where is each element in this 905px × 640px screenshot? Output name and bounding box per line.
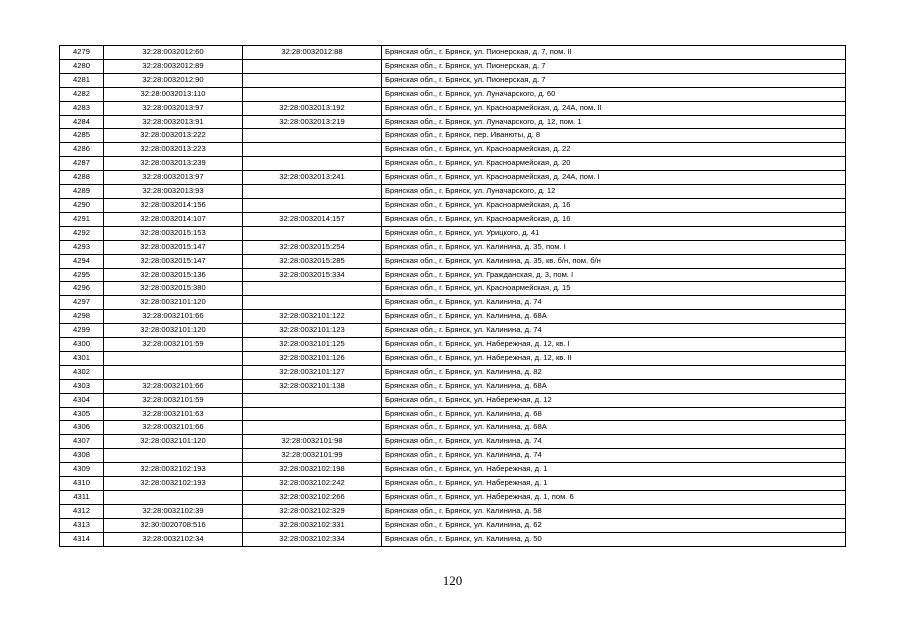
property-register-table	[59, 45, 846, 547]
row-number-cell: 4307	[60, 435, 104, 449]
row-number-cell: 4299	[60, 324, 104, 338]
address-cell: Брянская обл., г. Брянск, ул. Набережная, д. 1	[382, 477, 846, 491]
cadastral-number-cell	[243, 296, 382, 310]
row-number-cell: 4304	[60, 393, 104, 407]
address-cell: Брянская обл., г. Брянск, ул. Луначарского, д. 12	[382, 185, 846, 199]
table-row	[60, 435, 846, 449]
row-number-cell: 4301	[60, 351, 104, 365]
address-cell: Брянская обл., г. Брянск, ул. Набережная, д. 12, кв. II	[382, 351, 846, 365]
cadastral-number-cell	[104, 491, 243, 505]
address-cell: Брянская обл., г. Брянск, ул. Набережная, д. 12, кв. I	[382, 338, 846, 352]
cadastral-number-cell: 32:28:0032101:120	[104, 324, 243, 338]
page-number: 120	[442, 573, 463, 588]
row-number-cell: 4287	[60, 157, 104, 171]
cadastral-number-cell: 32:28:0032101:127	[243, 365, 382, 379]
address-cell: Брянская обл., г. Брянск, ул. Калинина, д. 74	[382, 296, 846, 310]
table-row	[60, 87, 846, 101]
row-number-cell: 4288	[60, 171, 104, 185]
table-body	[60, 46, 846, 547]
row-number-cell: 4312	[60, 504, 104, 518]
address-cell: Брянская обл., г. Брянск, ул. Калинина, д. 58	[382, 504, 846, 518]
row-number-cell: 4303	[60, 379, 104, 393]
cadastral-number-cell: 32:28:0032015:380	[104, 282, 243, 296]
cadastral-number-cell: 32:28:0032101:123	[243, 324, 382, 338]
address-cell: Брянская обл., г. Брянск, ул. Калинина, д. 68А	[382, 310, 846, 324]
cadastral-number-cell	[243, 143, 382, 157]
row-number-cell: 4300	[60, 338, 104, 352]
row-number-cell: 4286	[60, 143, 104, 157]
address-cell: Брянская обл., г. Брянск, ул. Набережная, д. 1, пом. 6	[382, 491, 846, 505]
cadastral-number-cell	[243, 59, 382, 73]
cadastral-number-cell: 32:28:0032101:66	[104, 421, 243, 435]
cadastral-number-cell: 32:28:0032102:331	[243, 518, 382, 532]
cadastral-number-cell: 32:28:0032102:334	[243, 532, 382, 546]
row-number-cell: 4291	[60, 212, 104, 226]
cadastral-number-cell	[243, 129, 382, 143]
address-cell: Брянская обл., г. Брянск, ул. Калинина, д. 74	[382, 449, 846, 463]
table-row	[60, 171, 846, 185]
row-number-cell: 4313	[60, 518, 104, 532]
address-cell: Брянская обл., г. Брянск, пер. Иванюты, д. 8	[382, 129, 846, 143]
cadastral-number-cell	[243, 185, 382, 199]
table-row	[60, 463, 846, 477]
row-number-cell: 4311	[60, 491, 104, 505]
table-row	[60, 338, 846, 352]
cadastral-number-cell: 32:28:0032015:334	[243, 268, 382, 282]
cadastral-number-cell	[243, 282, 382, 296]
table-row	[60, 226, 846, 240]
cadastral-number-cell: 32:28:0032101:126	[243, 351, 382, 365]
cadastral-number-cell: 32:28:0032015:254	[243, 240, 382, 254]
cadastral-number-cell	[243, 421, 382, 435]
table-row	[60, 393, 846, 407]
address-cell: Брянская обл., г. Брянск, ул. Пионерская, д. 7, пом. II	[382, 46, 846, 60]
table-row	[60, 254, 846, 268]
address-cell: Брянская обл., г. Брянск, ул. Калинина, д. 68А	[382, 421, 846, 435]
cadastral-number-cell: 32:28:0032101:120	[104, 296, 243, 310]
row-number-cell: 4281	[60, 73, 104, 87]
cadastral-number-cell	[243, 226, 382, 240]
cadastral-number-cell	[243, 198, 382, 212]
cadastral-number-cell: 32:28:0032101:63	[104, 407, 243, 421]
table-row	[60, 491, 846, 505]
table-row	[60, 73, 846, 87]
cadastral-number-cell: 32:28:0032015:285	[243, 254, 382, 268]
cadastral-number-cell: 32:28:0032013:223	[104, 143, 243, 157]
cadastral-number-cell: 32:28:0032102:242	[243, 477, 382, 491]
cadastral-number-cell: 32:28:0032102:39	[104, 504, 243, 518]
cadastral-number-cell: 32:28:0032101:66	[104, 379, 243, 393]
cadastral-number-cell: 32:28:0032015:147	[104, 240, 243, 254]
cadastral-number-cell: 32:28:0032013:97	[104, 171, 243, 185]
row-number-cell: 4298	[60, 310, 104, 324]
address-cell: Брянская обл., г. Брянск, ул. Калинина, д. 74	[382, 435, 846, 449]
row-number-cell: 4310	[60, 477, 104, 491]
address-cell: Брянская обл., г. Брянск, ул. Урицкого, д. 41	[382, 226, 846, 240]
cadastral-number-cell: 32:28:0032013:91	[104, 115, 243, 129]
cadastral-number-cell: 32:30:0020708:516	[104, 518, 243, 532]
cadastral-number-cell: 32:28:0032013:219	[243, 115, 382, 129]
cadastral-number-cell: 32:28:0032013:93	[104, 185, 243, 199]
cadastral-number-cell: 32:28:0032012:90	[104, 73, 243, 87]
cadastral-number-cell: 32:28:0032014:156	[104, 198, 243, 212]
table-row	[60, 351, 846, 365]
address-cell: Брянская обл., г. Брянск, ул. Красноармейская, д. 24А, пом. I	[382, 171, 846, 185]
row-number-cell: 4305	[60, 407, 104, 421]
row-number-cell: 4293	[60, 240, 104, 254]
row-number-cell: 4295	[60, 268, 104, 282]
address-cell: Брянская обл., г. Брянск, ул. Калинина, д. 35, пом. I	[382, 240, 846, 254]
cadastral-number-cell: 32:28:0032014:107	[104, 212, 243, 226]
cadastral-number-cell: 32:28:0032102:198	[243, 463, 382, 477]
table-row	[60, 504, 846, 518]
address-cell: Брянская обл., г. Брянск, ул. Луначарского, д. 60	[382, 87, 846, 101]
cadastral-number-cell: 32:28:0032102:193	[104, 463, 243, 477]
cadastral-number-cell	[104, 365, 243, 379]
address-cell: Брянская обл., г. Брянск, ул. Калинина, д. 68	[382, 407, 846, 421]
address-cell: Брянская обл., г. Брянск, ул. Набережная, д. 1	[382, 463, 846, 477]
table-row	[60, 46, 846, 60]
address-cell: Брянская обл., г. Брянск, ул. Красноармейская, д. 20	[382, 157, 846, 171]
row-number-cell: 4292	[60, 226, 104, 240]
cadastral-number-cell: 32:28:0032015:136	[104, 268, 243, 282]
address-cell: Брянская обл., г. Брянск, ул. Красноармейская, д. 24А, пом. II	[382, 101, 846, 115]
address-cell: Брянская обл., г. Брянск, ул. Красноармейская, д. 15	[382, 282, 846, 296]
address-cell: Брянская обл., г. Брянск, ул. Гражданская, д. 3, пом. I	[382, 268, 846, 282]
table-row	[60, 115, 846, 129]
row-number-cell: 4314	[60, 532, 104, 546]
cadastral-number-cell	[104, 449, 243, 463]
table-row	[60, 268, 846, 282]
row-number-cell: 4296	[60, 282, 104, 296]
cadastral-number-cell: 32:28:0032101:98	[243, 435, 382, 449]
cadastral-number-cell	[243, 157, 382, 171]
address-cell: Брянская обл., г. Брянск, ул. Калинина, д. 68А	[382, 379, 846, 393]
row-number-cell: 4294	[60, 254, 104, 268]
row-number-cell: 4290	[60, 198, 104, 212]
cadastral-number-cell: 32:28:0032101:138	[243, 379, 382, 393]
cadastral-number-cell	[243, 87, 382, 101]
cadastral-number-cell: 32:28:0032102:329	[243, 504, 382, 518]
table-row	[60, 296, 846, 310]
row-number-cell: 4308	[60, 449, 104, 463]
row-number-cell: 4306	[60, 421, 104, 435]
address-cell: Брянская обл., г. Брянск, ул. Калинина, д. 62	[382, 518, 846, 532]
address-cell: Брянская обл., г. Брянск, ул. Калинина, д. 35, кв. б/н, пом. б/н	[382, 254, 846, 268]
row-number-cell: 4284	[60, 115, 104, 129]
row-number-cell: 4289	[60, 185, 104, 199]
cadastral-number-cell	[243, 393, 382, 407]
cadastral-number-cell: 32:28:0032101:120	[104, 435, 243, 449]
cadastral-number-cell: 32:28:0032015:147	[104, 254, 243, 268]
table-row	[60, 449, 846, 463]
address-cell: Брянская обл., г. Брянск, ул. Калинина, д. 82	[382, 365, 846, 379]
cadastral-number-cell: 32:28:0032101:59	[104, 393, 243, 407]
table-row	[60, 143, 846, 157]
table-row	[60, 198, 846, 212]
row-number-cell: 4309	[60, 463, 104, 477]
cadastral-number-cell: 32:28:0032101:66	[104, 310, 243, 324]
table-row	[60, 518, 846, 532]
cadastral-number-cell	[243, 407, 382, 421]
cadastral-number-cell: 32:28:0032101:99	[243, 449, 382, 463]
table-row	[60, 477, 846, 491]
table-row	[60, 157, 846, 171]
address-cell: Брянская обл., г. Брянск, ул. Калинина, д. 74	[382, 324, 846, 338]
cadastral-number-cell: 32:28:0032101:122	[243, 310, 382, 324]
table-row	[60, 212, 846, 226]
table-row	[60, 59, 846, 73]
cadastral-number-cell: 32:28:0032013:239	[104, 157, 243, 171]
row-number-cell: 4297	[60, 296, 104, 310]
table-row	[60, 101, 846, 115]
table-row	[60, 240, 846, 254]
table-row	[60, 365, 846, 379]
table-row	[60, 421, 846, 435]
address-cell: Брянская обл., г. Брянск, ул. Красноармейская, д. 22	[382, 143, 846, 157]
table-row	[60, 532, 846, 546]
cadastral-number-cell: 32:28:0032102:266	[243, 491, 382, 505]
cadastral-number-cell: 32:28:0032013:222	[104, 129, 243, 143]
address-cell: Брянская обл., г. Брянск, ул. Красноармейская, д. 16	[382, 212, 846, 226]
row-number-cell: 4279	[60, 46, 104, 60]
table-row	[60, 185, 846, 199]
row-number-cell: 4280	[60, 59, 104, 73]
address-cell: Брянская обл., г. Брянск, ул. Красноармейская, д. 16	[382, 198, 846, 212]
cadastral-number-cell: 32:28:0032013:192	[243, 101, 382, 115]
address-cell: Брянская обл., г. Брянск, ул. Луначарского, д. 12, пом. 1	[382, 115, 846, 129]
cadastral-number-cell	[243, 73, 382, 87]
cadastral-number-cell: 32:28:0032102:193	[104, 477, 243, 491]
table-row	[60, 407, 846, 421]
table-row	[60, 310, 846, 324]
cadastral-number-cell: 32:28:0032015:153	[104, 226, 243, 240]
address-cell: Брянская обл., г. Брянск, ул. Пионерская, д. 7	[382, 59, 846, 73]
address-cell: Брянская обл., г. Брянск, ул. Калинина, д. 50	[382, 532, 846, 546]
cadastral-number-cell: 32:28:0032014:157	[243, 212, 382, 226]
row-number-cell: 4283	[60, 101, 104, 115]
cadastral-number-cell: 32:28:0032101:125	[243, 338, 382, 352]
address-cell: Брянская обл., г. Брянск, ул. Пионерская, д. 7	[382, 73, 846, 87]
row-number-cell: 4282	[60, 87, 104, 101]
cadastral-number-cell: 32:28:0032013:110	[104, 87, 243, 101]
cadastral-number-cell: 32:28:0032012:88	[243, 46, 382, 60]
cadastral-number-cell: 32:28:0032012:89	[104, 59, 243, 73]
cadastral-number-cell: 32:28:0032013:97	[104, 101, 243, 115]
table-row	[60, 379, 846, 393]
table-row	[60, 129, 846, 143]
table-row	[60, 324, 846, 338]
cadastral-number-cell: 32:28:0032101:59	[104, 338, 243, 352]
row-number-cell: 4302	[60, 365, 104, 379]
cadastral-number-cell	[104, 351, 243, 365]
cadastral-number-cell: 32:28:0032102:34	[104, 532, 243, 546]
row-number-cell: 4285	[60, 129, 104, 143]
cadastral-number-cell: 32:28:0032012:60	[104, 46, 243, 60]
address-cell: Брянская обл., г. Брянск, ул. Набережная, д. 12	[382, 393, 846, 407]
cadastral-number-cell: 32:28:0032013:241	[243, 171, 382, 185]
table-row	[60, 282, 846, 296]
